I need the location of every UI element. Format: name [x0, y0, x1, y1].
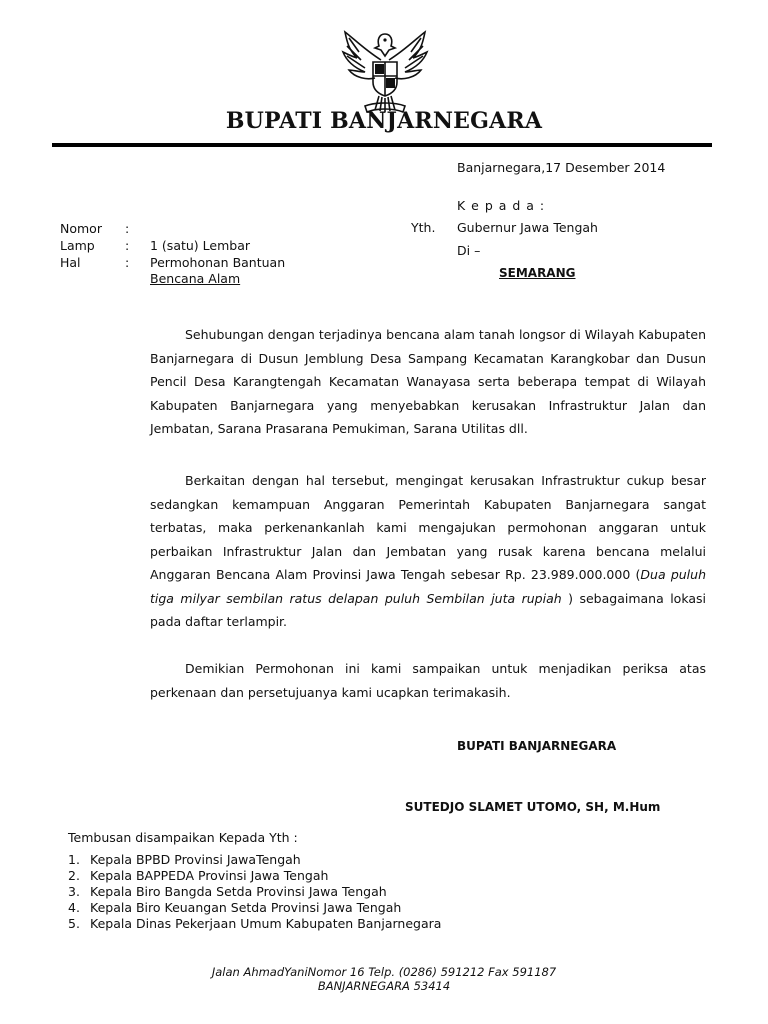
lamp-colon: :	[125, 238, 130, 253]
list-item: 2. Kepala BAPPEDA Provinsi Jawa Tengah	[68, 868, 329, 883]
list-item: 4. Kepala Biro Keuangan Setda Provinsi Jawa Tengah	[68, 900, 402, 915]
nomor-colon: :	[125, 221, 130, 236]
footer-address: Jalan AhmadYaniNomor 16 Telp. (0286) 591212 Fax 591187	[211, 965, 557, 979]
list-item: 1. Kepala BPBD Provinsi JawaTengah	[68, 852, 301, 867]
hal-value-line1: Permohonan Bantuan	[150, 255, 286, 270]
letterhead-divider	[52, 143, 712, 147]
lamp-label: Lamp	[60, 238, 95, 253]
signature-office: BUPATI BANJARNEGARA	[457, 739, 617, 753]
amount-in-words: Dua puluh tiga milyar sembilan ratus delapan puluh Sembilan juta rupiah	[150, 567, 706, 606]
body-paragraph-3: Demikian Permohonan ini kami sampaikan untuk menjadikan periksa atas perkenaan dan persetujuanya kami ucapkan terimakasih.	[150, 661, 706, 700]
recipient: Gubernur Jawa Tengah	[457, 220, 598, 235]
list-item: 5. Kepala Dinas Pekerjaan Umum Kabupaten Banjarnegara	[68, 916, 442, 931]
signature-name: SUTEDJO SLAMET UTOMO, SH, M.Hum	[405, 800, 661, 814]
kepada-label: K e p a d a :	[457, 198, 546, 213]
recipient-city: SEMARANG	[499, 266, 576, 280]
cc-list	[68, 852, 441, 932]
hal-colon: :	[125, 255, 130, 270]
hal-label: Hal	[60, 255, 81, 270]
body-paragraph-2: Berkaitan dengan hal tersebut, mengingat kerusakan Infrastruktur cukup besar sedangkan kemampuan Anggaran Pemerintah Kabupaten Banjarnegara sangat terbatas, maka perkenankanlah kami mengajukan permohonan anggaran untuk perbaikan Infrastruktur Jalan dan Jembatan yang rusak karena bencana melalui Anggaran Bencana Alam Provinsi Jawa Tengah sebesar Rp. 23.989.000.000 (Dua puluh tiga milyar sembilan ratus delapan puluh Sembilan juta rupiah ) sebagaimana lokasi pada daftar terlampir.	[150, 473, 706, 629]
hal-value-line2: Bencana Alam	[150, 271, 241, 286]
letterhead-title: BUPATI BANJARNEGARA	[225, 108, 543, 134]
garuda-emblem-icon	[335, 20, 435, 120]
list-item: 3. Kepala Biro Bangda Setda Provinsi Jawa Tengah	[68, 884, 387, 899]
nomor-label: Nomor	[60, 221, 102, 236]
di-label: Di –	[457, 243, 481, 258]
footer-city: BANJARNEGARA 53414	[317, 979, 451, 993]
cc-heading: Tembusan disampaikan Kepada Yth :	[68, 830, 298, 845]
lamp-value: 1 (satu) Lembar	[150, 238, 250, 253]
yth-label: Yth.	[411, 220, 436, 235]
body-paragraph-1: Sehubungan dengan terjadinya bencana alam tanah longsor di Wilayah Kabupaten Banjarnegara di Dusun Jemblung Desa Sampang Kecamatan Karangkobar dan Dusun Pencil Desa Karangtengah Kecamatan Wanayasa serta beberapa tempat di Wilayah Kabupaten Banjarnegara yang menyebabkan kerusakan Infrastruktur Jalan dan Jembatan, Sarana Prasarana Pemukiman, Sarana Utilitas dll.	[150, 327, 706, 436]
place-date: Banjarnegara,17 Desember 2014	[457, 160, 666, 175]
